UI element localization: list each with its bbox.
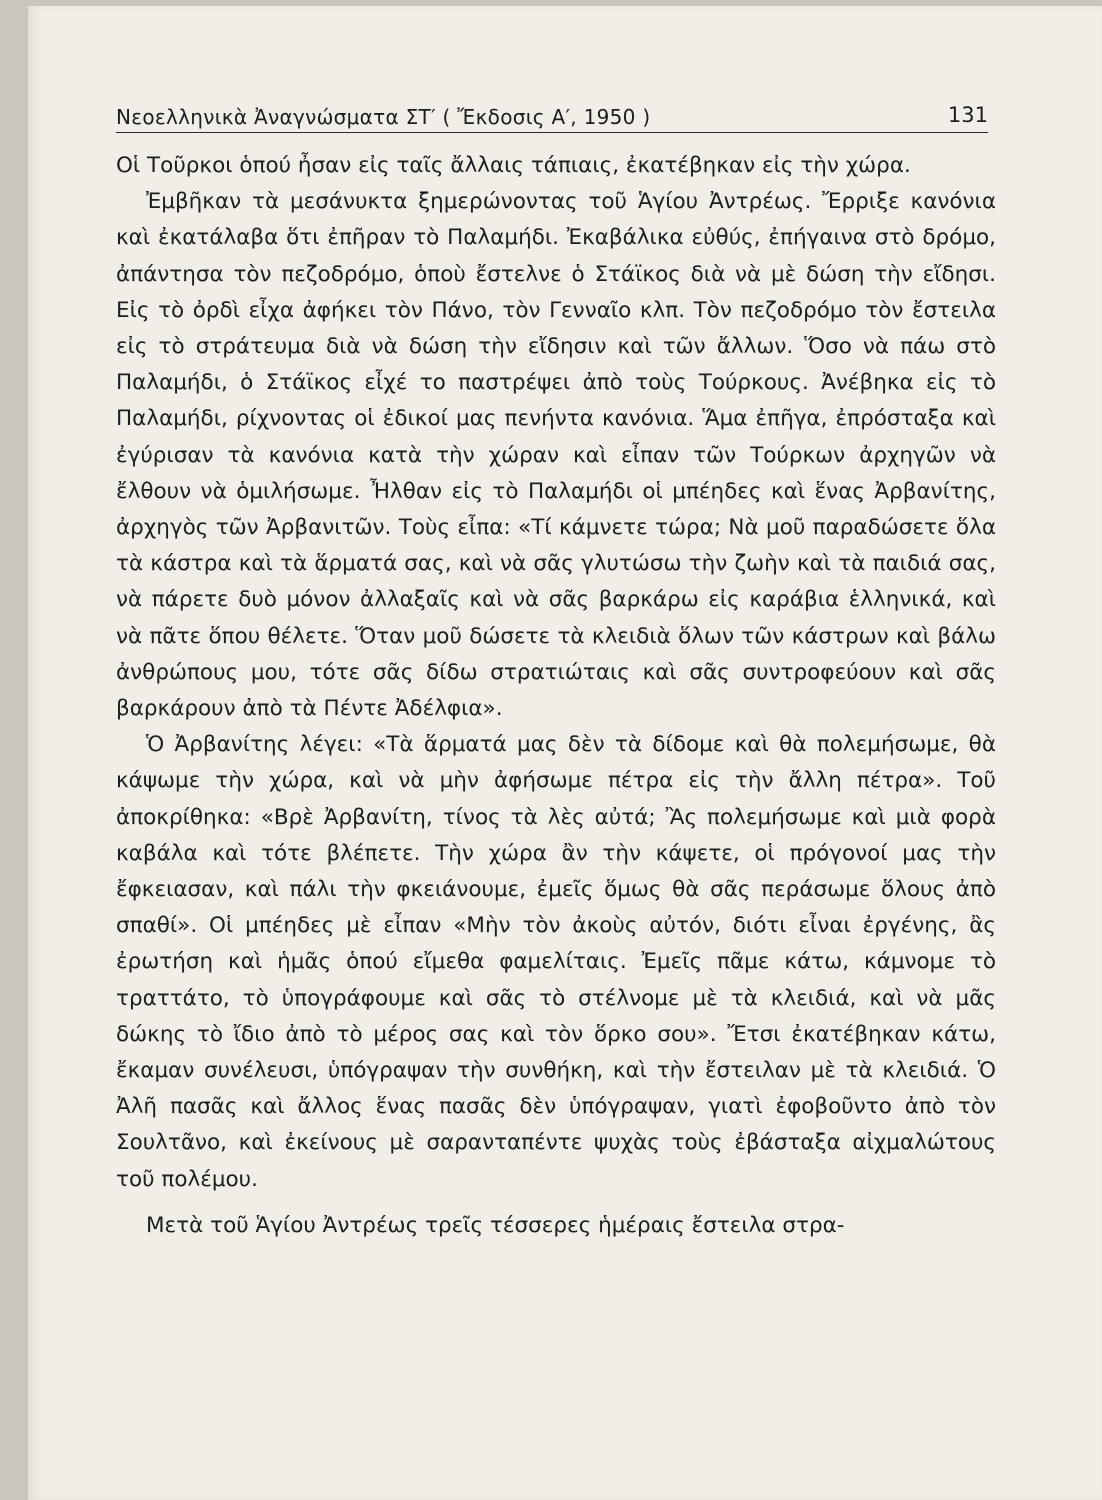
- body-text: [116, 148, 996, 1244]
- paragraph-4: Μετὰ τοῦ Ἁγίου Ἀντρέως τρεῖς τέσσερες ἡμέραις ἔστειλα στρα-: [146, 1212, 845, 1238]
- running-header: [116, 98, 988, 133]
- paragraph-1: Οἱ Τοῦρκοι ὁπού ἦσαν εἰς ταῖς ἄλλαις τάπιαις, ἐκατέβηκαν εἰς τὴν χώρα.: [116, 153, 911, 178]
- paragraph-2: Ἐμβῆκαν τὰ μεσάνυκτα ξημερώνοντας τοῦ Ἁγίου Ἀντρέως. Ἔρριξε κανόνια καὶ ἐκατάλαβα ὅτι ἐπῆραν τὸ Παλαμήδι. Ἐκαβάλικα εὐθύς, ἐπήγαινα στὸ δρόμο, ἀπάντησα τὸν πεζοδρόμο, ὁποὺ ἔστελνε ὁ Στάϊκος διὰ νὰ μὲ δώση τὴν εἴδησι. Εἰς τὸ ὀρδὶ εἶχα ἀφήκει τὸν Πάνο, τὸν Γενναῖο κλπ. Τὸν πεζοδρόμο τὸν ἔστειλα εἰς τὸ στράτευμα διὰ νὰ δώση τὴν εἴδησιν καὶ τῶν ἄλλων. Ὅσο νὰ πάω στὸ Παλαμήδι, ὁ Στάϊκος εἶχέ το παστρέψει ἀπὸ τοὺς Τούρκους. Ἀνέβηκα εἰς τὸ Παλαμήδι, ρίχνοντας οἱ ἐδικοί μας πενήντα κανόνια. Ἅμα ἐπῆγα, ἐπρόσταξα καὶ ἐγύρισαν τὰ κανόνια κατὰ τὴν χώραν καὶ εἶπαν τῶν Τούρκων ἀρχηγῶν νὰ ἔλθουν νὰ ὁμιλήσωμε. Ἦλθαν εἰς τὸ Παλαμήδι οἱ μπέηδες καὶ ἕνας Ἀρβανίτης, ἀρχηγὸς τῶν Ἀρβανιτῶν. Τοὺς εἶπα: «Τί κάμνετε τώρα; Νὰ μοῦ παραδώσετε ὅλα τὰ κάστρα καὶ τὰ ἅρματά σας, καὶ νὰ σᾶς γλυτώσω τὴν ζωὴν καὶ τὰ παιδιά σας, νὰ πάρετε δυὸ μόνον ἀλλαξαῖς καὶ νὰ σᾶς βαρκάρω εἰς καράβια ἑλληνικά, καὶ νὰ πᾶτε ὅπου θέλετε. Ὅταν μοῦ δώσετε τὰ κλειδιὰ ὅλων τῶν κάστρων καὶ βάλω ἀνθρώπους μου, τότε σᾶς δίδω στρατιώταις καὶ σᾶς συντροφεύουν καὶ σᾶς βαρκάρουν ἀπὸ τὰ Πέντε Ἀδέλφια».: [116, 189, 996, 722]
- page-number: 131: [947, 103, 988, 127]
- book-page: [28, 6, 1102, 1500]
- header-title: Νεοελληνικὰ Ἀναγνώσματα ΣΤ′ ( Ἔκδοσις Α′, 1950 ): [116, 105, 651, 129]
- paragraph-3: Ὁ Ἀρβανίτης λέγει: «Τὰ ἅρματά μας δὲν τὰ δίδομε καὶ θὰ πολεμήσωμε, θὰ κάψωμε τὴν χώρα, καὶ νὰ μὴν ἀφήσωμε πέτρα εἰς τὴν ἄλλη πέτρα». Τοῦ ἀποκρίθηκα: «Βρὲ Ἀρβανίτη, τίνος τὰ λὲς αὐτά; Ἂς πολεμήσωμε καὶ μιὰ φορὰ καβάλα καὶ τότε βλέπετε. Τὴν χώρα ἂν τὴν κάψετε, οἱ πρόγονοί μας τὴν ἔφκειασαν, καὶ πάλι τὴν φκειάνουμε, ἐμεῖς ὅμως θὰ σᾶς περάσωμε ὅλους ἀπὸ σπαθί». Οἱ μπέηδες μὲ εἶπαν «Μὴν τὸν ἀκοὺς αὐτόν, διότι εἶναι ἐργένης, ἂς ἐρωτήση καὶ ἡμᾶς ὁπού εἴμεθα φαμελίταις. Ἐμεῖς πᾶμε κάτω, κάμνομε τὸ τραττάτο, τὸ ὑπογράφουμε καὶ σᾶς τὸ στέλνομε μὲ τὰ κλειδιά, καὶ νὰ μᾶς δώκης τὸ ἴδιο ἀπὸ τὸ μέρος σας καὶ τὸν ὅρκο σου». Ἔτσι ἐκατέβηκαν κάτω, ἔκαμαν συνέλευσι, ὑπόγραψαν τὴν συνθήκη, καὶ τὴν ἔστειλαν μὲ τὰ κλειδιά. Ὁ Ἀλῆ πασᾶς καὶ ἄλλος ἕνας πασᾶς δὲν ὑπόγραψαν, γιατὶ ἐφοβοῦντο ἀπὸ τὸν Σουλτᾶνο, καὶ ἐκείνους μὲ σαρανταπέντε ψυχὰς τοὺς ἐβάσταξα αἰχμαλώτους τοῦ πολέμου.: [116, 732, 996, 1192]
